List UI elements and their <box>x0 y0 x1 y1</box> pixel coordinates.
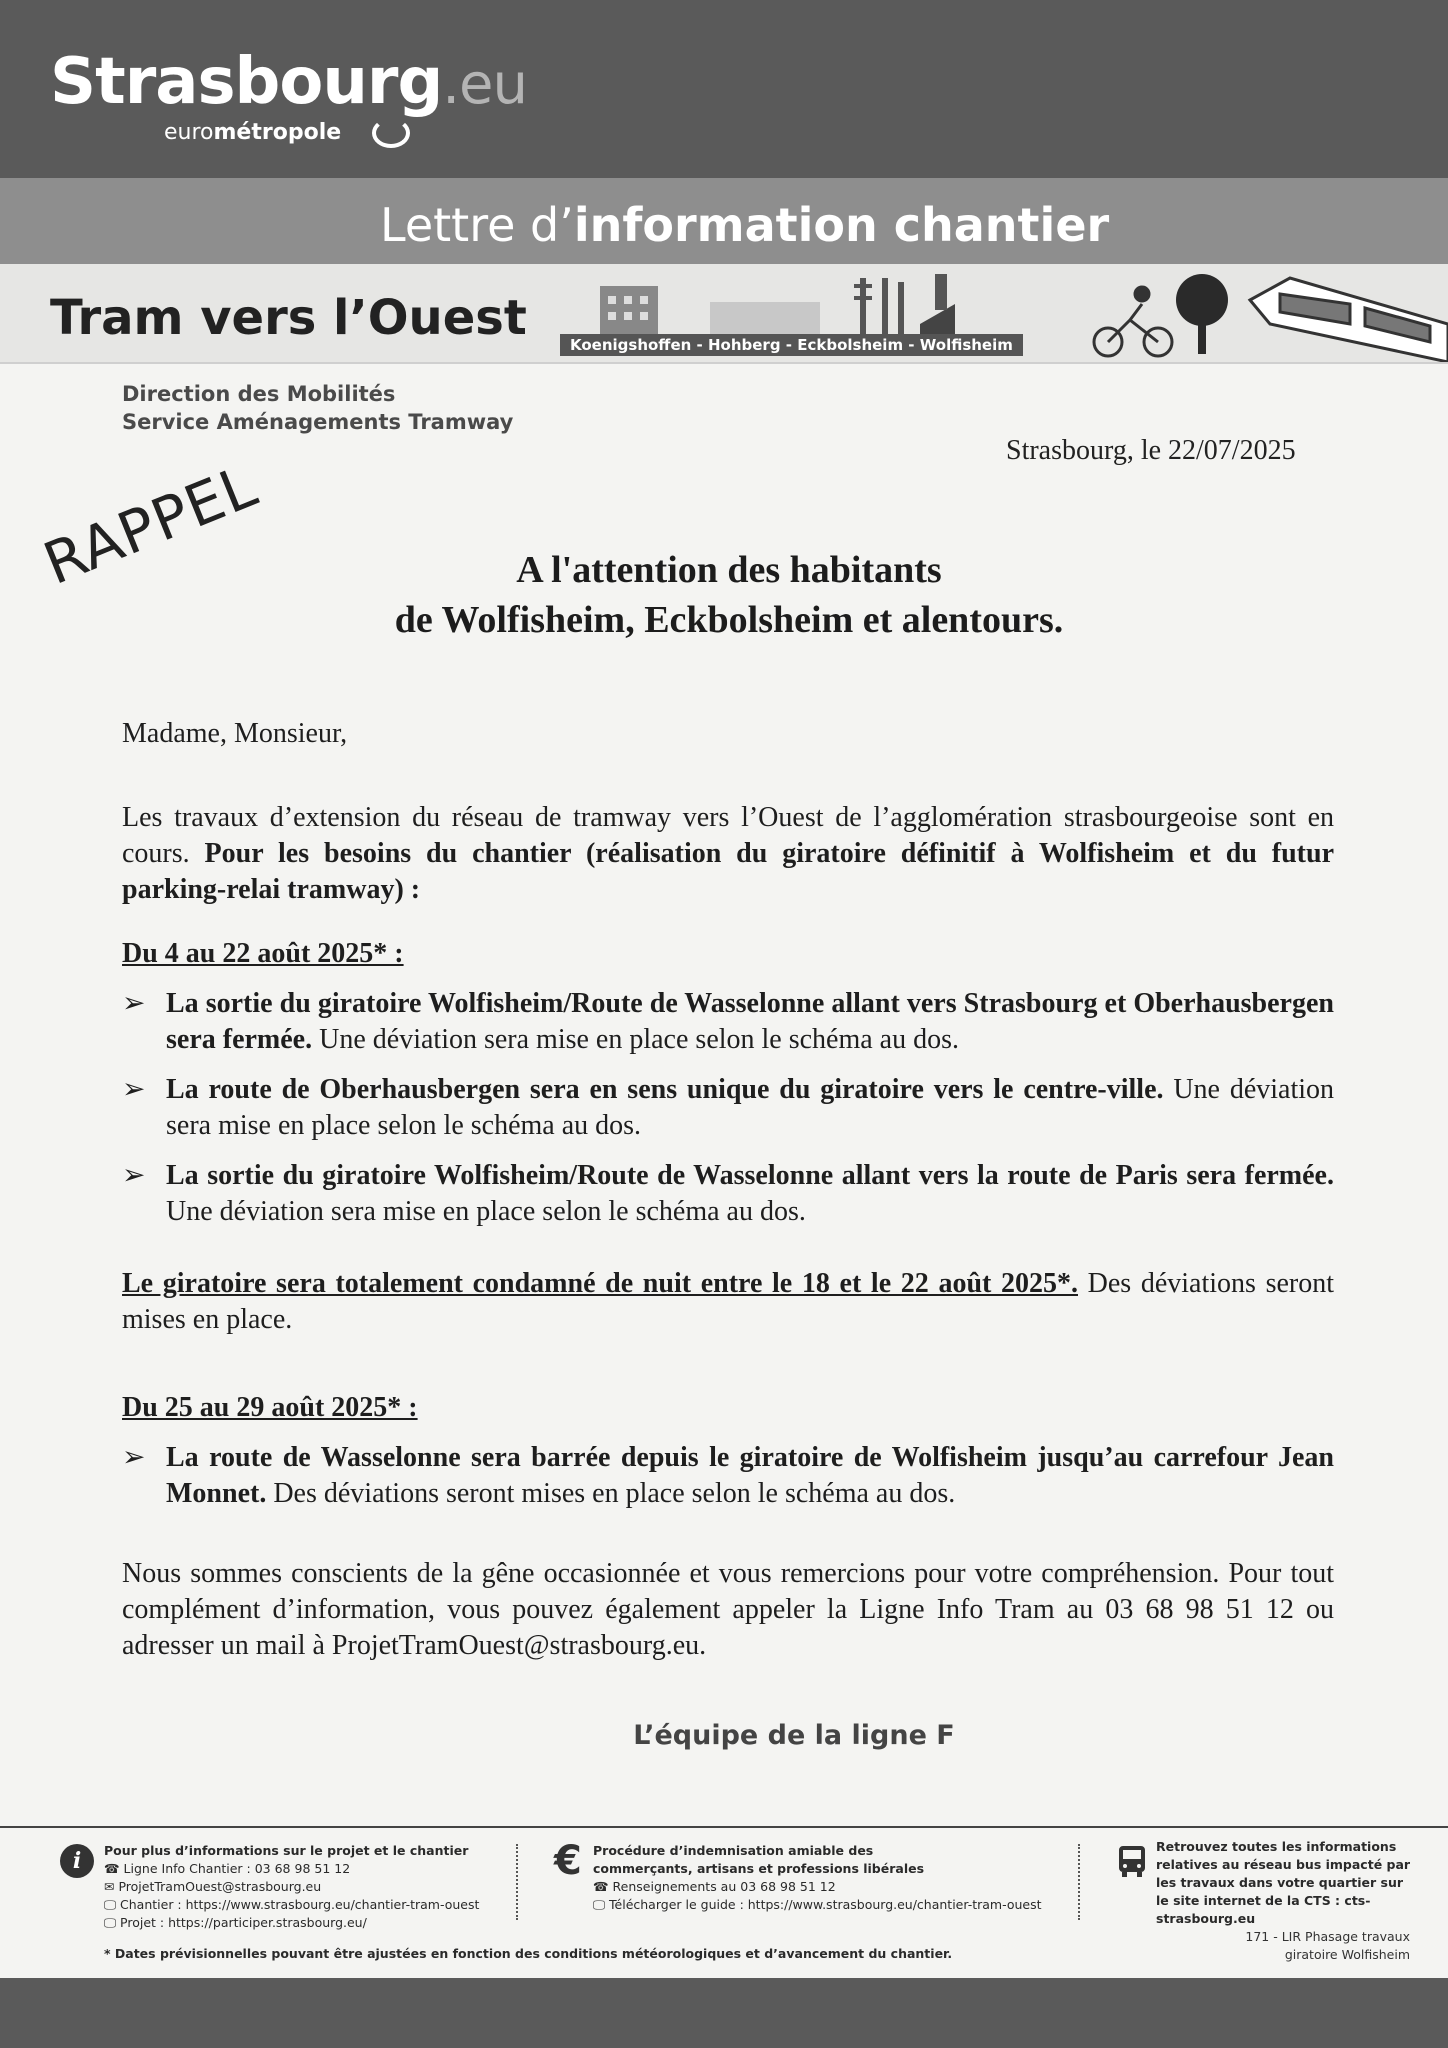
document-reference: 171 - LIR Phasage travaux giratoire Wolfisheim <box>1245 1929 1410 1962</box>
arrow-icon: ➢ <box>122 1442 146 1473</box>
footer-col2-title-1: Procédure d’indemnisation amiable des <box>593 1843 874 1858</box>
section-2-list <box>122 1440 1334 1512</box>
tram-icon <box>1250 278 1448 362</box>
arrow-icon: ➢ <box>122 1160 146 1191</box>
logo-sub-light: euro <box>164 120 214 145</box>
logo-sub-bold: métropole <box>213 120 342 145</box>
footer-col2-title-2: commerçants, artisans et professions libérales <box>593 1861 925 1876</box>
tree-icon <box>1176 274 1228 354</box>
footer-guide-link[interactable]: 🖵 Télécharger le guide : https://www.strasbourg.eu/chantier-tram-ouest <box>593 1897 1042 1912</box>
letter-body <box>122 716 1334 1664</box>
building-icon <box>600 286 658 336</box>
attention-line-1: A l'attention des habitants <box>516 549 942 591</box>
sender-block <box>122 380 513 436</box>
closing-paragraph: Nous sommes conscients de la gêne occasionnée et vous remercions pour votre compréhension. Pour tout complément d’information, vous pouvez également appeler la Ligne Info Tram au 03 68 98 51 12 ou adresser un mail à ProjetTramOuest@strasbourg.eu. <box>122 1558 1334 1661</box>
bus-icon <box>1117 1844 1147 1878</box>
section-1-title: Du 4 au 22 août 2025* : <box>122 938 404 969</box>
cyclist-icon <box>1094 287 1172 356</box>
rappel-stamp: RAPPEL <box>34 451 267 598</box>
arrow-icon: ➢ <box>122 988 146 1019</box>
footer-col1-title: Pour plus d’informations sur le projet et le chantier <box>104 1843 469 1858</box>
letter-banner <box>0 178 1448 264</box>
list-item: ➢ La route de Wasselonne sera barrée depuis le giratoire de Wolfisheim jusqu’au carrefour Jean Monnet. Des déviations seront mises en place selon le schéma au dos. <box>122 1442 1334 1509</box>
letter-date: Strasbourg, le 22/07/2025 <box>1006 435 1296 466</box>
signature: L’équipe de la ligne F <box>633 1720 955 1751</box>
logo-ring-icon <box>372 118 410 148</box>
info-icon: i <box>60 1844 94 1878</box>
project-title: Tram vers l’Ouest <box>50 290 527 346</box>
footer-indemnisation-info <box>593 1842 1053 1914</box>
bottom-banner <box>0 1978 1448 2048</box>
logo-suffix: .eu <box>442 52 527 117</box>
attention-heading <box>0 545 1448 645</box>
footer-chantier-link[interactable]: 🖵 Chantier : https://www.strasbourg.eu/chantier-tram-ouest <box>104 1897 480 1912</box>
footer-renseignements-line: ☎ Renseignements au 03 68 98 51 12 <box>593 1879 836 1894</box>
footer-cts-info: Retrouvez toutes les informations relatives au réseau bus impacté par les travaux dans votre quartier sur le site internet de la CTS : cts-strasbourg.eu <box>1156 1839 1411 1926</box>
list-item: ➢ La sortie du giratoire Wolfisheim/Route de Wasselonne allant vers la route de Paris sera fermée. Une déviation sera mise en place selon le schéma au dos. <box>122 1160 1334 1227</box>
logo-main-text: Strasbourg <box>50 45 443 119</box>
list-item: ➢ La sortie du giratoire Wolfisheim/Route de Wasselonne allant vers Strasbourg et Oberhausbergen sera fermée. Une déviation sera mise en place selon le schéma au dos. <box>122 988 1334 1055</box>
footer-project-info <box>104 1842 494 1932</box>
footer-separator <box>1078 1844 1080 1920</box>
intro-paragraph: Les travaux d’extension du réseau de tramway vers l’Ouest de l’agglomération strasbourgeoise sont en cours. Pour les besoins du chantier (réalisation du giratoire définitif à Wolfisheim et du futur parking-relai tramway) : <box>122 802 1335 905</box>
top-banner <box>0 0 1448 178</box>
footer-projet-link[interactable]: 🖵 Projet : https://participer.strasbourg.eu/ <box>104 1915 367 1930</box>
euro-icon: € <box>554 1838 582 1884</box>
footer-phone-line: ☎ Ligne Info Chantier : 03 68 98 51 12 <box>104 1861 351 1876</box>
night-closure-paragraph: Le giratoire sera totalement condamné de nuit entre le 18 et le 22 août 2025*. Des déviations seront mises en place. <box>122 1268 1335 1335</box>
salutation: Madame, Monsieur, <box>122 718 348 749</box>
sender-service: Service Aménagements Tramway <box>122 410 514 434</box>
strasbourg-logo <box>50 45 527 145</box>
arrow-icon: ➢ <box>122 1074 146 1105</box>
attention-line-2: de Wolfisheim, Eckbolsheim et alentours. <box>394 599 1064 641</box>
list-item: ➢ La route de Oberhausbergen sera en sens unique du giratoire vers le centre-ville. Une déviation sera mise en place selon le schéma au dos. <box>122 1074 1335 1141</box>
footer-divider <box>0 1826 1448 1828</box>
section-2-title: Du 25 au 29 août 2025* : <box>122 1392 418 1423</box>
footer-separator <box>516 1844 518 1920</box>
project-banner <box>0 264 1448 364</box>
sender-direction: Direction des Mobilités <box>122 382 396 406</box>
footnote: * Dates prévisionnelles pouvant être ajustées en fonction des conditions météorologiques et d’avancement du chantier. <box>104 1946 953 1961</box>
stations-label: Koenigshoffen - Hohberg - Eckbolsheim - Wolfisheim <box>560 334 1023 356</box>
section-1-list <box>122 986 1334 1230</box>
letter-title: Lettre d’information chantier <box>380 198 1110 252</box>
footer-mail-link[interactable]: ✉ ProjetTramOuest@strasbourg.eu <box>104 1879 322 1894</box>
